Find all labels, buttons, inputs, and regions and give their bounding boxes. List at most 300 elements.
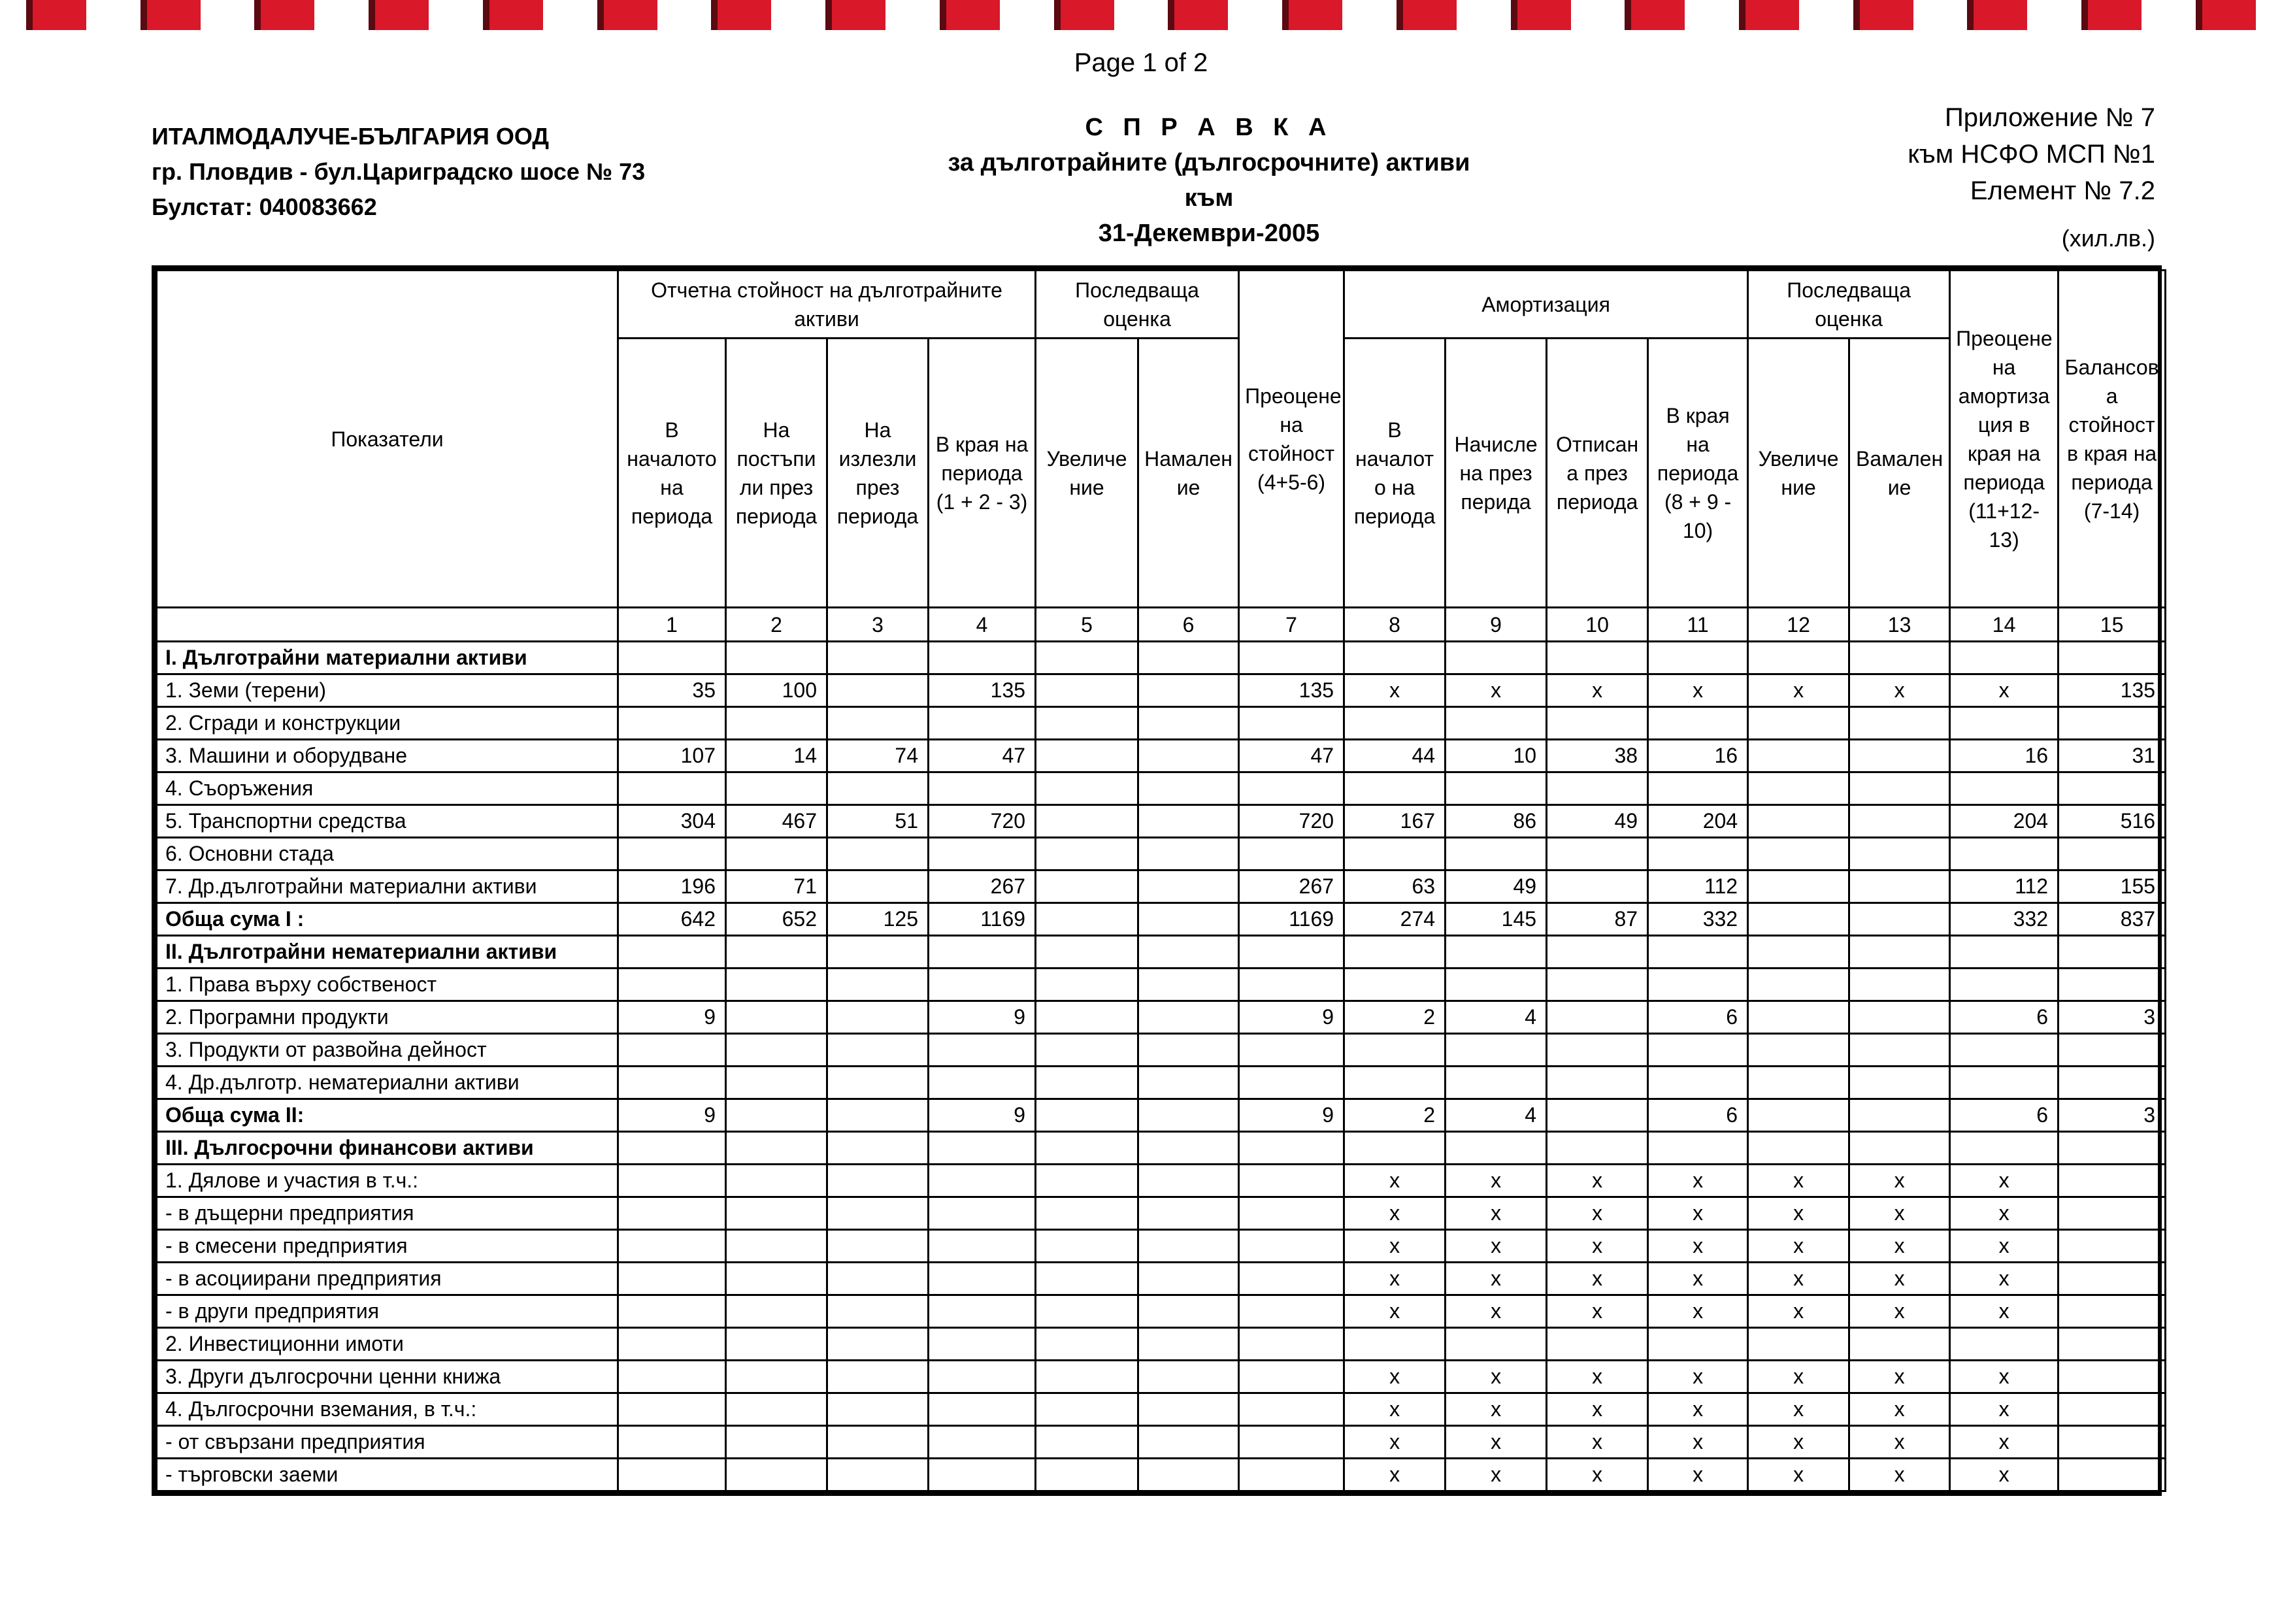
- table-cell: [1748, 936, 1849, 969]
- table-cell: [726, 1459, 827, 1491]
- table-cell: [726, 838, 827, 870]
- table-cell: [1036, 805, 1138, 838]
- table-cell: [1849, 642, 1950, 674]
- table-row: [157, 1263, 2166, 1295]
- table-cell: [929, 1328, 1036, 1361]
- binding-ring: [1054, 0, 1114, 30]
- table-cell: [1950, 969, 2059, 1001]
- table-cell: 3: [2059, 1001, 2166, 1034]
- table-cell: [726, 1099, 827, 1132]
- table-cell: [2059, 1295, 2166, 1328]
- table-cell: [618, 1393, 726, 1426]
- column-number: 6: [1138, 608, 1239, 642]
- table-cell: x: [1547, 1361, 1648, 1393]
- table-cell: 467: [726, 805, 827, 838]
- table-cell: [1036, 1132, 1138, 1165]
- table-cell: x: [1950, 674, 2059, 707]
- table-cell: 74: [827, 740, 929, 772]
- table-cell: 332: [1648, 903, 1748, 936]
- header-revalued-value: Преоцене на стойност (4+5-6): [1239, 271, 1344, 608]
- table-row: [157, 1165, 2166, 1197]
- table-cell: [618, 772, 726, 805]
- table-row: [157, 1393, 2166, 1426]
- table-cell: 267: [929, 870, 1036, 903]
- row-label: I. Дълготрайни материални активи: [157, 642, 618, 674]
- table-cell: 9: [929, 1099, 1036, 1132]
- table-cell: [1748, 772, 1849, 805]
- table-cell: x: [1748, 1393, 1849, 1426]
- table-cell: [2059, 1230, 2166, 1263]
- table-cell: [1547, 1132, 1648, 1165]
- table-cell: [2059, 1393, 2166, 1426]
- table-cell: 16: [1648, 740, 1748, 772]
- table-cell: [726, 707, 827, 740]
- table-cell: [1849, 805, 1950, 838]
- binding-ring: [141, 0, 201, 30]
- column-number: 13: [1849, 608, 1950, 642]
- table-cell: [1446, 936, 1547, 969]
- table-cell: [1138, 1001, 1239, 1034]
- table-cell: [618, 838, 726, 870]
- table-cell: [1138, 1393, 1239, 1426]
- table-cell: [929, 1230, 1036, 1263]
- section-row: [157, 1132, 2166, 1165]
- table-cell: [1036, 903, 1138, 936]
- table-cell: x: [1446, 1197, 1547, 1230]
- table-cell: [1036, 1393, 1138, 1426]
- table-cell: [2059, 1361, 2166, 1393]
- table-cell: x: [1344, 1165, 1446, 1197]
- table-cell: x: [1748, 1459, 1849, 1491]
- table-cell: [1036, 707, 1138, 740]
- page-number: Page 1 of 2: [1074, 48, 1208, 77]
- table-cell: 720: [929, 805, 1036, 838]
- row-label: 4. Дългосрочни вземания, в т.ч.:: [157, 1393, 618, 1426]
- table-cell: [929, 1426, 1036, 1459]
- table-cell: [1036, 1426, 1138, 1459]
- row-label: - в смесени предприятия: [157, 1230, 618, 1263]
- table-cell: x: [1748, 1426, 1849, 1459]
- table-cell: [1648, 1132, 1748, 1165]
- column-number-blank: [157, 608, 618, 642]
- table-cell: [1849, 838, 1950, 870]
- table-cell: [1748, 903, 1849, 936]
- table-cell: [827, 838, 929, 870]
- table-cell: [1344, 1067, 1446, 1099]
- table-cell: [1344, 1034, 1446, 1067]
- table-cell: [1036, 1034, 1138, 1067]
- table-cell: 720: [1239, 805, 1344, 838]
- table-cell: [2059, 969, 2166, 1001]
- table-cell: [1748, 1328, 1849, 1361]
- table-cell: x: [1446, 1230, 1547, 1263]
- table-cell: x: [1446, 1165, 1547, 1197]
- table-cell: x: [1344, 1197, 1446, 1230]
- row-label: 2. Инвестиционни имоти: [157, 1328, 618, 1361]
- table-cell: [1748, 740, 1849, 772]
- table-cell: [827, 870, 929, 903]
- table-cell: [827, 1230, 929, 1263]
- table-cell: 4: [1446, 1001, 1547, 1034]
- table-cell: [1547, 1001, 1648, 1034]
- table-cell: [1344, 1132, 1446, 1165]
- table-cell: [1547, 1328, 1648, 1361]
- table-cell: [618, 936, 726, 969]
- table-body: [157, 642, 2166, 1491]
- table-cell: [827, 1132, 929, 1165]
- table-cell: 35: [618, 674, 726, 707]
- table-cell: 267: [1239, 870, 1344, 903]
- table-cell: [1138, 805, 1239, 838]
- table-cell: 4: [1446, 1099, 1547, 1132]
- table-cell: [827, 1361, 929, 1393]
- table-cell: x: [1547, 1230, 1648, 1263]
- column-number: 12: [1748, 608, 1849, 642]
- table-cell: [827, 1067, 929, 1099]
- column-number: 3: [827, 608, 929, 642]
- binding-ring: [940, 0, 1000, 30]
- table-cell: [1748, 642, 1849, 674]
- binding-ring: [1625, 0, 1685, 30]
- table-cell: [1446, 838, 1547, 870]
- table-cell: [827, 969, 929, 1001]
- table-cell: [1748, 969, 1849, 1001]
- table-row: [157, 870, 2166, 903]
- table-row: [157, 1001, 2166, 1034]
- table-cell: [1344, 969, 1446, 1001]
- assets-table: [156, 269, 2166, 1492]
- table-cell: x: [1446, 674, 1547, 707]
- binding-ring: [1511, 0, 1571, 30]
- table-cell: [1950, 1132, 2059, 1165]
- table-cell: [1138, 1361, 1239, 1393]
- table-cell: x: [1950, 1459, 2059, 1491]
- table-cell: x: [1648, 1361, 1748, 1393]
- table-cell: [618, 1263, 726, 1295]
- table-cell: x: [1547, 1197, 1648, 1230]
- column-number: 2: [726, 608, 827, 642]
- table-cell: [618, 1067, 726, 1099]
- table-cell: [1036, 1459, 1138, 1491]
- table-row: [157, 674, 2166, 707]
- table-cell: [2059, 1034, 2166, 1067]
- column-number: 4: [929, 608, 1036, 642]
- table-cell: [726, 1230, 827, 1263]
- table-row: [157, 1459, 2166, 1491]
- row-label: 1. Права върху собственост: [157, 969, 618, 1001]
- table-cell: [1138, 936, 1239, 969]
- table-cell: 49: [1446, 870, 1547, 903]
- table-cell: 196: [618, 870, 726, 903]
- table-cell: x: [1344, 1426, 1446, 1459]
- table-cell: [1138, 1328, 1239, 1361]
- assets-table-frame: [152, 265, 2162, 1496]
- table-cell: [827, 1393, 929, 1426]
- table-cell: [1648, 936, 1748, 969]
- table-cell: [726, 1426, 827, 1459]
- row-label: - в асоциирани предприятия: [157, 1263, 618, 1295]
- table-cell: [1138, 674, 1239, 707]
- table-cell: x: [1344, 1459, 1446, 1491]
- section-row: [157, 642, 2166, 674]
- table-row: [157, 838, 2166, 870]
- table-cell: x: [1950, 1197, 2059, 1230]
- table-cell: [1036, 772, 1138, 805]
- table-cell: 112: [1950, 870, 2059, 903]
- table-cell: [1239, 1361, 1344, 1393]
- company-name: ИТАЛМОДАЛУЧЕ-БЪЛГАРИЯ ООД: [152, 123, 549, 150]
- table-cell: x: [1950, 1263, 2059, 1295]
- table-cell: 112: [1648, 870, 1748, 903]
- appendix-line-2: към НСФО МСП №1: [1908, 140, 2155, 169]
- row-label: 6. Основни стада: [157, 838, 618, 870]
- table-cell: [2059, 1067, 2166, 1099]
- table-cell: [1036, 870, 1138, 903]
- table-cell: x: [1849, 1361, 1950, 1393]
- table-cell: [1446, 1132, 1547, 1165]
- table-cell: [1239, 1197, 1344, 1230]
- table-cell: 837: [2059, 903, 2166, 936]
- table-row: [157, 1295, 2166, 1328]
- table-cell: [1849, 1067, 1950, 1099]
- table-row: [157, 1426, 2166, 1459]
- header-col-13: Вамален ие: [1849, 339, 1950, 608]
- header-col-11: В края на периода (8 + 9 - 10): [1648, 339, 1748, 608]
- binding-ring: [2081, 0, 2141, 30]
- table-cell: [1648, 1067, 1748, 1099]
- table-cell: [1446, 642, 1547, 674]
- table-cell: x: [1849, 1230, 1950, 1263]
- table-cell: 107: [618, 740, 726, 772]
- header-col-10: Отписан а през периода: [1547, 339, 1648, 608]
- table-cell: [2059, 1459, 2166, 1491]
- table-cell: [1849, 903, 1950, 936]
- table-cell: [726, 642, 827, 674]
- header-revaluation: Последваща оценка: [1036, 271, 1239, 339]
- table-cell: [2059, 1197, 2166, 1230]
- table-cell: x: [1950, 1295, 2059, 1328]
- table-cell: [1950, 1328, 2059, 1361]
- binding-ring: [483, 0, 543, 30]
- row-label: - търговски заеми: [157, 1459, 618, 1491]
- table-cell: 9: [929, 1001, 1036, 1034]
- table-cell: 1169: [1239, 903, 1344, 936]
- table-cell: [1239, 1393, 1344, 1426]
- table-cell: 16: [1950, 740, 2059, 772]
- table-cell: [929, 1197, 1036, 1230]
- table-cell: [1138, 642, 1239, 674]
- table-cell: 332: [1950, 903, 2059, 936]
- header-col-2: На постъпи ли през периода: [726, 339, 827, 608]
- table-cell: x: [1849, 1165, 1950, 1197]
- header-col-8: В началот о на периода: [1344, 339, 1446, 608]
- table-cell: [618, 1459, 726, 1491]
- table-cell: [1138, 1295, 1239, 1328]
- table-cell: x: [1547, 1426, 1648, 1459]
- table-cell: x: [1446, 1459, 1547, 1491]
- table-cell: [726, 936, 827, 969]
- table-cell: [1239, 936, 1344, 969]
- table-cell: [2059, 1263, 2166, 1295]
- binding-ring: [1282, 0, 1342, 30]
- table-cell: [1036, 1263, 1138, 1295]
- table-cell: [726, 1295, 827, 1328]
- table-cell: 2: [1344, 1001, 1446, 1034]
- table-cell: [1138, 1459, 1239, 1491]
- column-number: 1: [618, 608, 726, 642]
- table-row: [157, 1230, 2166, 1263]
- table-cell: [1547, 870, 1648, 903]
- table-cell: x: [1648, 1165, 1748, 1197]
- table-cell: [1036, 674, 1138, 707]
- table-cell: x: [1344, 1393, 1446, 1426]
- table-cell: [618, 707, 726, 740]
- table-cell: [1748, 838, 1849, 870]
- table-cell: [1036, 642, 1138, 674]
- table-cell: [1547, 772, 1648, 805]
- row-label: II. Дълготрайни нематериални активи: [157, 936, 618, 969]
- table-cell: [1547, 838, 1648, 870]
- table-cell: 86: [1446, 805, 1547, 838]
- row-label: 1. Дялове и участия в т.ч.:: [157, 1165, 618, 1197]
- row-label: III. Дългосрочни финансови активи: [157, 1132, 618, 1165]
- table-cell: [1849, 1001, 1950, 1034]
- table-cell: [1036, 740, 1138, 772]
- table-cell: 642: [618, 903, 726, 936]
- table-cell: [618, 1361, 726, 1393]
- table-cell: [1036, 1230, 1138, 1263]
- table-cell: 47: [929, 740, 1036, 772]
- title-date: 31-Декември-2005: [1098, 220, 1320, 247]
- table-cell: [1138, 838, 1239, 870]
- header-col-3: На излезли през периода: [827, 339, 929, 608]
- binding-ring: [26, 0, 86, 30]
- binding-ring: [597, 0, 657, 30]
- row-label: 1. Земи (терени): [157, 674, 618, 707]
- table-cell: [1950, 838, 2059, 870]
- table-cell: x: [1849, 1426, 1950, 1459]
- title-line-1: С П Р А В К А: [1085, 114, 1333, 141]
- table-cell: [1648, 707, 1748, 740]
- table-cell: [1849, 1328, 1950, 1361]
- table-cell: [929, 1132, 1036, 1165]
- table-cell: [929, 1459, 1036, 1491]
- table-cell: [1648, 838, 1748, 870]
- table-cell: [827, 1034, 929, 1067]
- table-cell: 204: [1950, 805, 2059, 838]
- table-cell: [618, 1197, 726, 1230]
- table-cell: x: [1547, 1393, 1648, 1426]
- table-cell: [1138, 1230, 1239, 1263]
- table-row: [157, 740, 2166, 772]
- header-book-value: Отчетна стойност на дълготрайните активи: [618, 271, 1036, 339]
- table-cell: 6: [1648, 1001, 1748, 1034]
- table-cell: x: [1849, 1263, 1950, 1295]
- table-cell: 1169: [929, 903, 1036, 936]
- table-cell: x: [1547, 1263, 1648, 1295]
- table-cell: [1036, 1001, 1138, 1034]
- header-col-4: В края на периода (1 + 2 - 3): [929, 339, 1036, 608]
- column-number: 10: [1547, 608, 1648, 642]
- table-cell: x: [1547, 1459, 1648, 1491]
- table-cell: [1239, 838, 1344, 870]
- table-cell: x: [1748, 1230, 1849, 1263]
- table-cell: [2059, 1426, 2166, 1459]
- table-cell: 135: [929, 674, 1036, 707]
- table-cell: [1950, 707, 2059, 740]
- table-cell: [618, 1165, 726, 1197]
- table-cell: [1648, 969, 1748, 1001]
- table-cell: [618, 1328, 726, 1361]
- table-cell: [2059, 1132, 2166, 1165]
- header-depreciation: Амортизация: [1344, 271, 1748, 339]
- table-cell: [1344, 772, 1446, 805]
- column-number: 7: [1239, 608, 1344, 642]
- table-cell: x: [1950, 1393, 2059, 1426]
- table-cell: 2: [1344, 1099, 1446, 1132]
- table-cell: [1239, 969, 1344, 1001]
- table-cell: [2059, 1328, 2166, 1361]
- table-cell: [726, 1393, 827, 1426]
- table-cell: x: [1648, 1426, 1748, 1459]
- table-cell: [929, 1067, 1036, 1099]
- table-cell: [1849, 1034, 1950, 1067]
- row-label: - в други предприятия: [157, 1295, 618, 1328]
- spiral-binding: [0, 0, 2282, 31]
- row-label: 7. Др.дълготрайни материални активи: [157, 870, 618, 903]
- company-bulstat: Булстат: 040083662: [152, 193, 377, 220]
- table-cell: [1138, 1426, 1239, 1459]
- column-number: 14: [1950, 608, 2059, 642]
- header-col-6: Намален ие: [1138, 339, 1239, 608]
- table-cell: 304: [618, 805, 726, 838]
- table-cell: [827, 642, 929, 674]
- table-cell: [827, 1328, 929, 1361]
- table-cell: x: [1748, 1295, 1849, 1328]
- column-number: 11: [1648, 608, 1748, 642]
- table-cell: x: [1748, 1263, 1849, 1295]
- table-cell: [726, 1165, 827, 1197]
- header-col-5: Увеличе ние: [1036, 339, 1138, 608]
- table-cell: [1036, 936, 1138, 969]
- table-cell: [2059, 642, 2166, 674]
- table-row: [157, 805, 2166, 838]
- table-cell: [1036, 969, 1138, 1001]
- table-cell: [1849, 969, 1950, 1001]
- column-numbers-row: [157, 608, 2166, 642]
- table-cell: x: [1950, 1165, 2059, 1197]
- table-cell: [1239, 772, 1344, 805]
- table-row: [157, 1328, 2166, 1361]
- binding-ring: [2196, 0, 2256, 30]
- table-cell: [1849, 1099, 1950, 1132]
- table-row: [157, 707, 2166, 740]
- table-cell: [1950, 772, 2059, 805]
- header-indicators: Показатели: [157, 271, 618, 608]
- table-cell: [929, 707, 1036, 740]
- binding-ring: [1853, 0, 1913, 30]
- title-line-2: за дълготрайните (дългосрочните) активи: [948, 149, 1470, 176]
- table-cell: [827, 1099, 929, 1132]
- table-cell: 135: [1239, 674, 1344, 707]
- table-cell: x: [1648, 1393, 1748, 1426]
- appendix-line-3: Елемент № 7.2: [1970, 176, 2155, 205]
- table-cell: [1344, 707, 1446, 740]
- table-cell: 9: [1239, 1001, 1344, 1034]
- table-cell: [726, 1263, 827, 1295]
- table-cell: 49: [1547, 805, 1648, 838]
- table-row: [157, 1361, 2166, 1393]
